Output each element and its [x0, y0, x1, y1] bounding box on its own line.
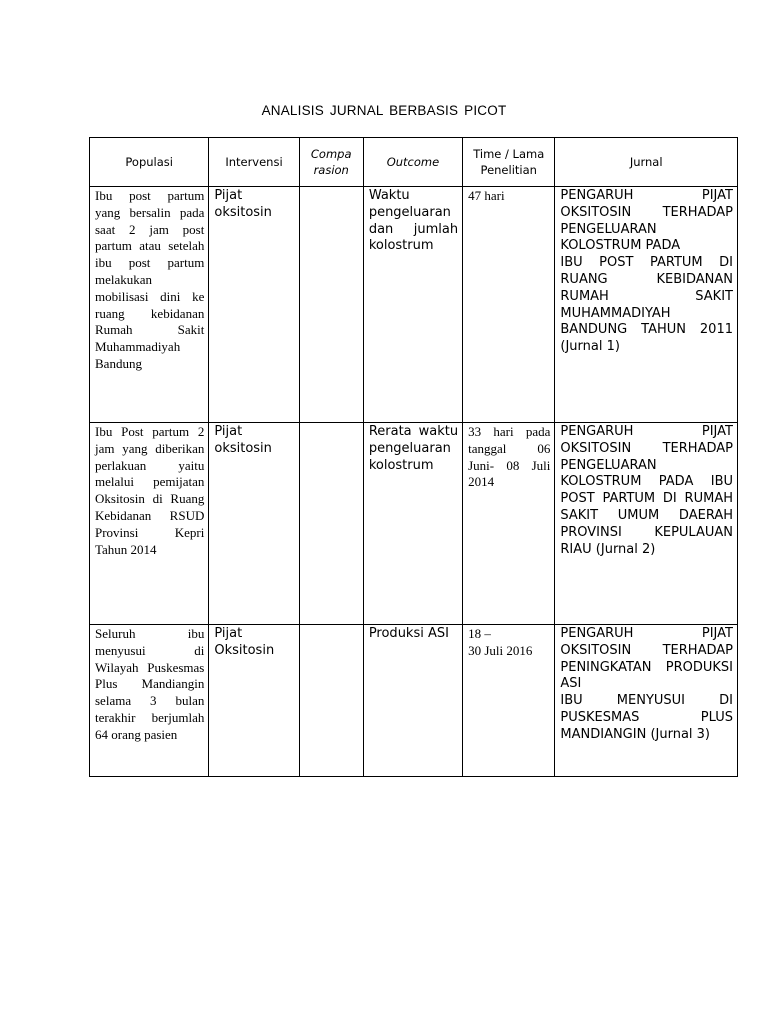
cell-intervensi: Pijat oksitosin	[209, 423, 299, 625]
cell-jurnal	[555, 625, 738, 777]
cell-time: 33 hari pada tanggal 06 Juni- 08 Juli 2014	[463, 423, 555, 625]
header-populasi: Populasi	[90, 138, 209, 187]
table-header-row	[90, 138, 738, 187]
jurnal-title: PENGARUH PIJAT OKSITOSIN TERHADAP PENGELUARAN KOLOSTRUM PADA IBU POST PARTUM DI RUMAH SAKIT UMUM DAERAH PROVINSI KEPULAUAN RIAU (Jurnal 2)	[560, 424, 733, 557]
cell-comparasion	[299, 625, 363, 777]
cell-jurnal	[555, 423, 738, 625]
cell-jurnal	[555, 187, 738, 423]
cell-outcome: Waktu pengeluaran dan jumlah kolostrum	[363, 187, 462, 423]
cell-populasi: Seluruh ibu menyusui di Wilayah Puskesmas Plus Mandiangin selama 3 bulan terakhir berjumlah 64 orang pasien	[90, 625, 209, 777]
cell-time: 47 hari	[463, 187, 555, 423]
jurnal-body: IBU MENYUSUI DI PUSKESMAS PLUS MANDIANGIN (Jurnal 3)	[560, 693, 733, 742]
jurnal-title: PENGARUH PIJAT OKSITOSIN TERHADAP PENINGKATAN PRODUKSI ASI	[560, 626, 733, 692]
header-comparasion: Compa rasion	[299, 138, 363, 187]
cell-populasi: Ibu post partum yang bersalin pada saat 2 jam post partum atau setelah ibu post partum melakukan mobilisasi dini ke ruang kebidanan Rumah Sakit Muhammadiyah Bandung	[90, 187, 209, 423]
header-intervensi: Intervensi	[209, 138, 299, 187]
table-row	[90, 187, 738, 423]
cell-outcome: Rerata waktu pengeluaran kolostrum	[363, 423, 462, 625]
cell-intervensi: Pijat oksitosin	[209, 187, 299, 423]
jurnal-title: PENGARUH PIJAT OKSITOSIN TERHADAP PENGELUARAN KOLOSTRUM PADA	[560, 188, 733, 254]
cell-intervensi: Pijat Oksitosin	[209, 625, 299, 777]
picot-table	[89, 137, 738, 777]
header-outcome: Outcome	[363, 138, 462, 187]
time-line-2: 30 Juli 2016	[468, 642, 533, 658]
cell-outcome: Produksi ASI	[363, 625, 462, 777]
cell-time	[463, 625, 555, 777]
cell-comparasion	[299, 187, 363, 423]
cell-comparasion	[299, 423, 363, 625]
jurnal-body: IBU POST PARTUM DI RUANG KEBIDANAN RUMAH SAKIT MUHAMMADIYAH BANDUNG TAHUN 2011 (Jurnal 1)	[560, 255, 733, 355]
header-jurnal: Jurnal	[555, 138, 738, 187]
header-time: Time / Lama Penelitian	[463, 138, 555, 187]
table-row	[90, 625, 738, 777]
document-title: ANALISIS JURNAL BERBASIS PICOT	[261, 103, 507, 118]
time-line-1: 18 –	[468, 626, 491, 641]
table-row	[90, 423, 738, 625]
cell-populasi: Ibu Post partum 2 jam yang diberikan perlakuan yaitu melalui pemijatan Oksitosin di Ruang Kebidanan RSUD Provinsi Kepri Tahun 2014	[90, 423, 209, 625]
